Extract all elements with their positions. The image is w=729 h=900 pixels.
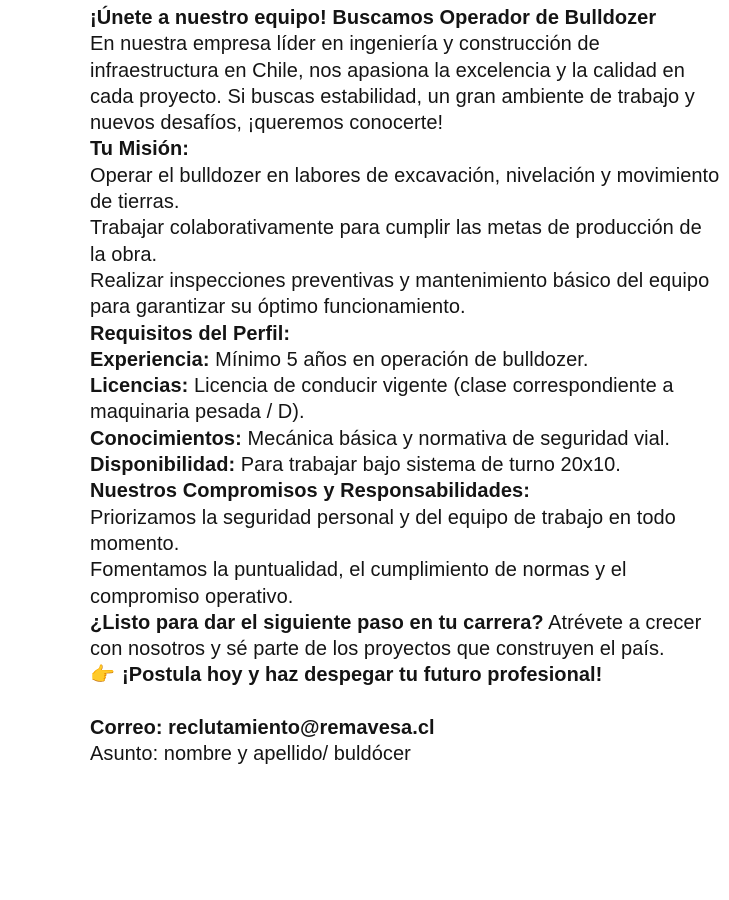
contact-subject: Asunto: nombre y apellido/ buldócer — [90, 743, 411, 766]
requirement-label: Conocimientos: — [90, 427, 242, 450]
requirement-item — [90, 426, 720, 452]
commitments-heading: Nuestros Compromisos y Responsabilidades: — [90, 480, 530, 503]
requirement-text: Para trabajar bajo sistema de turno 20x10. — [240, 454, 621, 477]
pointing-hand-icon: 👉 — [90, 664, 115, 687]
requirement-label: Disponibilidad: — [90, 454, 236, 477]
requirement-item — [90, 347, 720, 373]
mission-heading: Tu Misión: — [90, 138, 189, 161]
requirement-label: Experiencia: — [90, 348, 210, 371]
mission-item: Operar el bulldozer en labores de excavación, nivelación y movimiento de tierras. — [90, 164, 720, 214]
closing-question: ¿Listo para dar el siguiente paso en tu carrera? — [90, 611, 544, 634]
blank-line — [90, 689, 720, 715]
cta-text: ¡Postula hoy y haz despegar tu futuro profesional! — [122, 664, 603, 687]
mission-item: Realizar inspecciones preventivas y mantenimiento básico del equipo para garantizar su óptimo funcionamiento. — [90, 269, 710, 319]
requirement-item — [90, 373, 720, 426]
requirements-heading: Requisitos del Perfil: — [90, 322, 291, 345]
requirement-text: Licencia de conducir vigente (clase correspondiente a maquinaria pesada / D). — [90, 375, 674, 424]
closing-text: Atrévete a crecer con nosotros y sé parte de los proyectos que construyen el país. — [90, 611, 702, 661]
requirement-item — [90, 452, 720, 478]
closing-paragraph — [90, 610, 720, 663]
requirement-text: Mínimo 5 años en operación de bulldozer. — [215, 348, 589, 371]
cta-line — [90, 662, 720, 688]
commitment-item: Fomentamos la puntualidad, el cumplimiento de normas y el compromiso operativo. — [90, 559, 627, 608]
requirement-label: Licencias: — [90, 375, 189, 398]
mission-item: Trabajar colaborativamente para cumplir las metas de producción de la obra. — [90, 217, 702, 266]
post-title: ¡Únete a nuestro equipo! Buscamos Operador de Bulldozer — [90, 7, 657, 29]
requirement-text: Mecánica básica y normativa de seguridad vial. — [247, 427, 670, 450]
commitment-item: Priorizamos la seguridad personal y del equipo de trabajo en todo momento. — [90, 506, 676, 555]
contact-email[interactable]: Correo: reclutamiento@remavesa.cl — [90, 717, 435, 740]
post-intro: En nuestra empresa líder en ingeniería y construcción de infraestructura en Chile, nos apasiona la excelencia y la calidad en cada proyecto. Si buscas estabilidad, un gran ambiente de trabajo y nuevos desafíos, ¡queremos conocerte! — [90, 33, 695, 135]
job-post — [90, 5, 720, 768]
